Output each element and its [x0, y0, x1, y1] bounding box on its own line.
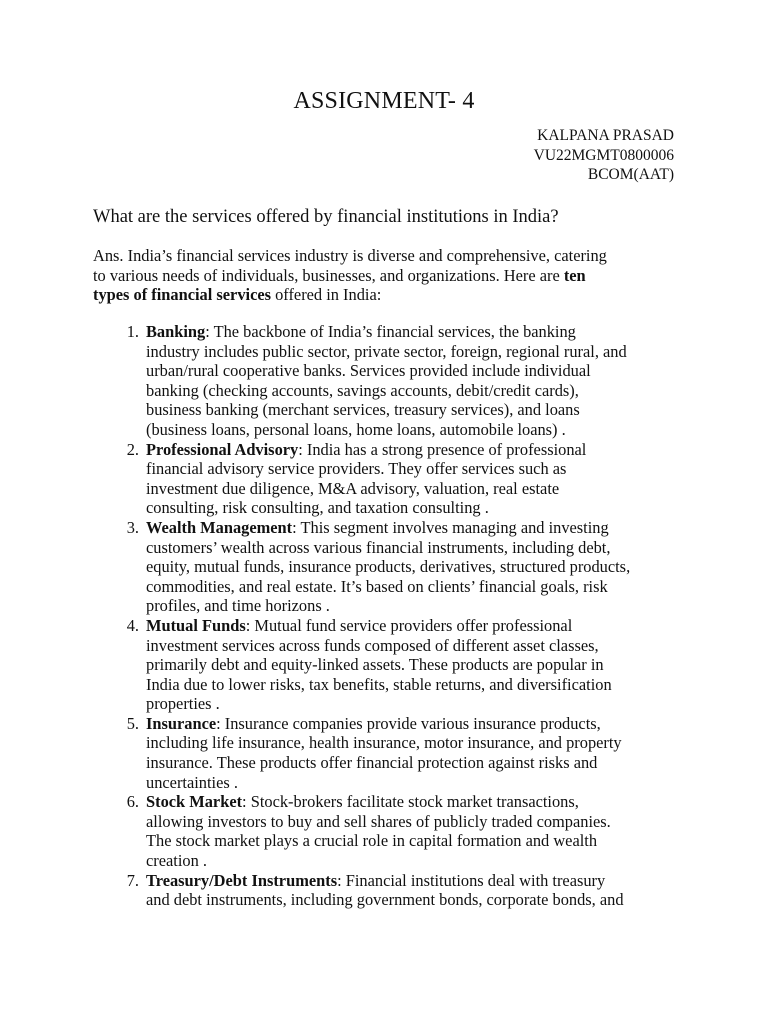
list-item-text: financial advisory service providers. They offer services such as — [146, 459, 567, 479]
list-item-body — [146, 322, 683, 440]
list-item-line — [146, 714, 683, 734]
list-item-text: (business loans, personal loans, home loans, automobile loans) . — [146, 419, 566, 439]
list-item-line — [146, 831, 683, 851]
list-item-line — [146, 733, 683, 753]
list-item-term: Stock Market — [146, 792, 243, 812]
list-item-text: business banking (merchant services, treasury services), and loans — [146, 400, 580, 420]
list-item-body — [146, 518, 683, 616]
list-item — [93, 616, 683, 714]
list-item-line — [146, 498, 683, 518]
intro-bold-text: ten — [563, 265, 586, 285]
list-item-line — [146, 753, 683, 773]
list-item-line — [146, 420, 683, 440]
list-item-number: 2. — [126, 439, 139, 459]
list-item-line — [146, 871, 683, 891]
list-item-line — [146, 361, 683, 381]
list-item-text: : Insurance companies provide various insurance products, — [216, 713, 601, 733]
list-item-text: investment due diligence, M&A advisory, valuation, real estate — [146, 478, 560, 498]
list-item-text: including life insurance, health insurance, motor insurance, and property — [146, 733, 622, 753]
list-item-number: 4. — [126, 615, 139, 635]
list-item-text: consulting, risk consulting, and taxation consulting . — [146, 498, 489, 518]
list-item-line — [146, 812, 683, 832]
list-item-line — [146, 851, 683, 871]
list-item-line — [146, 890, 683, 910]
list-item — [93, 871, 683, 910]
list-item-text: and debt instruments, including government bonds, corporate bonds, and — [146, 890, 624, 910]
list-item-line — [146, 557, 683, 577]
list-item-text: customers’ wealth across various financial instruments, including debt, — [146, 537, 611, 557]
list-item-body — [146, 616, 683, 714]
list-item-number: 7. — [126, 870, 139, 890]
list-item-line — [146, 792, 683, 812]
list-item — [93, 322, 683, 440]
document-title: ASSIGNMENT- 4 — [293, 88, 475, 114]
list-item-body — [146, 871, 683, 910]
list-item-line — [146, 479, 683, 499]
list-item-line — [146, 342, 683, 362]
intro-line — [93, 266, 683, 286]
list-item-line — [146, 694, 683, 714]
list-item-text: : Stock-brokers facilitate stock market transactions, — [242, 792, 579, 812]
list-item-text: The stock market plays a crucial role in capital formation and wealth — [146, 831, 598, 851]
intro-line — [93, 246, 683, 266]
answer-intro — [93, 246, 683, 305]
list-item-line — [146, 381, 683, 401]
list-item-text: commodities, and real estate. It’s based on clients’ financial goals, risk — [146, 576, 608, 596]
list-item-term: Mutual Funds — [146, 615, 246, 635]
intro-text: offered in India: — [271, 285, 382, 305]
intro-bold-text: types of financial services — [93, 285, 271, 305]
list-item-text: : Mutual fund service providers offer professional — [245, 615, 573, 635]
list-item-line — [146, 459, 683, 479]
list-item-text: : The backbone of India’s financial services, the banking — [205, 322, 576, 341]
list-item-text: profiles, and time horizons . — [146, 596, 330, 616]
list-item-line — [146, 675, 683, 695]
list-item-line — [146, 577, 683, 597]
list-item — [93, 792, 683, 870]
list-item — [93, 440, 683, 518]
list-item-line — [146, 518, 683, 538]
list-item-term: Insurance — [146, 713, 217, 733]
list-item-text: allowing investors to buy and sell shares of publicly traded companies. — [146, 811, 611, 831]
services-list — [93, 322, 683, 910]
list-item-line — [146, 655, 683, 675]
list-item-text: banking (checking accounts, savings accounts, debit/credit cards), — [146, 380, 579, 400]
list-item-text: creation . — [146, 851, 207, 871]
list-item-text: properties . — [146, 694, 220, 714]
author-id: VU22MGMT0800006 — [533, 146, 674, 164]
intro-line — [93, 285, 683, 305]
author-course: BCOM(AAT) — [587, 166, 674, 183]
intro-text: Ans. India’s financial services industry is diverse and comprehensive, catering — [93, 246, 607, 265]
list-item-line — [146, 400, 683, 420]
list-item-line — [146, 616, 683, 636]
question-heading: What are the services offered by financial institutions in India? — [93, 207, 559, 227]
list-item-text: industry includes public sector, private sector, foreign, regional rural, and — [146, 341, 627, 361]
list-item-line — [146, 636, 683, 656]
list-item-number: 1. — [126, 322, 139, 341]
author-block — [534, 126, 674, 185]
list-item-body — [146, 714, 683, 792]
list-item-line — [146, 773, 683, 793]
author-name: KALPANA PRASAD — [537, 127, 674, 144]
list-item-text: primarily debt and equity-linked assets. These products are popular in — [146, 655, 604, 675]
list-item-text: urban/rural cooperative banks. Services provided include individual — [146, 361, 591, 381]
list-item-body — [146, 440, 683, 518]
list-item-text: : This segment involves managing and investing — [292, 517, 609, 537]
intro-text: to various needs of individuals, businesses, and organizations. Here are — [93, 265, 564, 285]
list-item-text: : Financial institutions deal with treasury — [337, 870, 606, 890]
list-item-text: : India has a strong presence of professional — [298, 439, 587, 459]
list-item-term: Professional Advisory — [146, 439, 299, 459]
list-item — [93, 518, 683, 616]
list-item-text: investment services across funds composed of different asset classes, — [146, 635, 599, 655]
list-item-line — [146, 440, 683, 460]
list-item-body — [146, 792, 683, 870]
list-item-term: Treasury/Debt Instruments — [146, 870, 338, 890]
list-item — [93, 714, 683, 792]
list-item-number: 3. — [126, 517, 139, 537]
list-item-text: uncertainties . — [146, 772, 238, 792]
list-item-line — [146, 538, 683, 558]
list-item-number: 6. — [126, 792, 139, 812]
list-item-number: 5. — [126, 713, 139, 733]
list-item-line — [146, 596, 683, 616]
list-item-text: insurance. These products offer financial protection against risks and — [146, 753, 598, 773]
list-item-term: Banking — [146, 322, 206, 341]
list-item-term: Wealth Management — [146, 517, 293, 537]
list-item-text: India due to lower risks, tax benefits, stable returns, and diversification — [146, 674, 612, 694]
list-item-line — [146, 322, 683, 342]
list-item-text: equity, mutual funds, insurance products, derivatives, structured products, — [146, 557, 631, 577]
